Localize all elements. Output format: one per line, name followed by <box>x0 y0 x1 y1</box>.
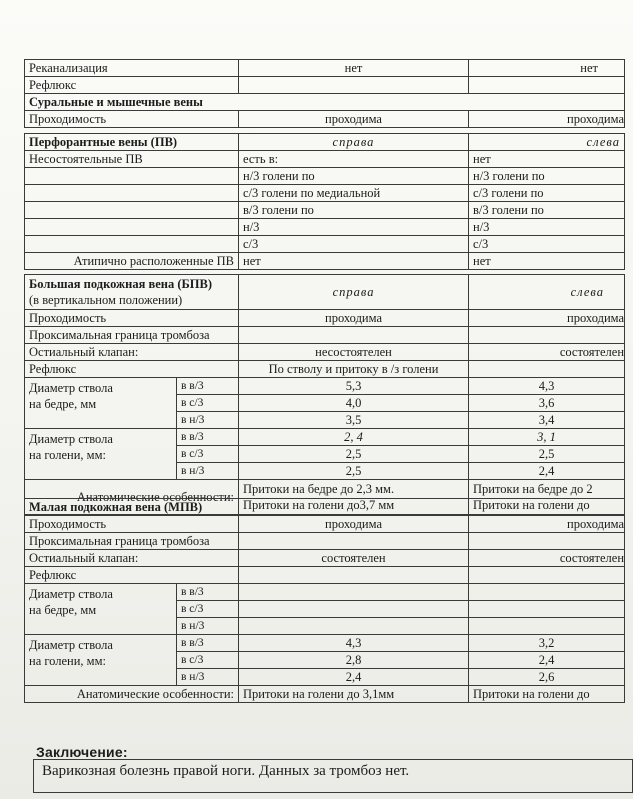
table-row <box>25 686 625 703</box>
level-label: в н/3 <box>177 618 239 635</box>
table-row <box>25 111 625 128</box>
table-row <box>25 310 625 327</box>
right-value: в/3 голени по <box>239 202 469 219</box>
left-value: 2,4 <box>469 652 625 669</box>
right-value <box>239 618 469 635</box>
row-label: Остиальный клапан: <box>25 344 239 361</box>
sural-title: Суральные и мышечные вены <box>25 94 625 111</box>
table-row <box>25 378 625 395</box>
right-value: 2,4 <box>239 669 469 686</box>
left-value: состоятелен <box>469 550 625 567</box>
level-label: в н/3 <box>177 463 239 480</box>
left-value: 2,4 <box>469 463 625 480</box>
section-subtitle: (в вертикальном положении) <box>29 293 183 307</box>
table-recanalization <box>24 59 625 128</box>
right-value: 2,5 <box>239 463 469 480</box>
right-value: проходима <box>239 310 469 327</box>
left-line-2: Притоки на голени до <box>473 498 590 512</box>
left-value <box>469 618 625 635</box>
conclusion-box <box>33 759 633 793</box>
section-title: Большая подкожная вена (БПВ) <box>29 277 212 291</box>
left-value: Притоки на голени до <box>469 686 625 703</box>
table-row <box>25 550 625 567</box>
diameter-thigh-label <box>25 584 177 635</box>
table-row <box>25 567 625 584</box>
right-value: 4,3 <box>239 635 469 652</box>
row-label: Проксимальная граница тромбоза <box>25 327 239 344</box>
row-label: Остиальный клапан: <box>25 550 239 567</box>
left-value: 2,6 <box>469 669 625 686</box>
left-value: проходима <box>469 111 625 128</box>
right-value <box>239 77 469 94</box>
left-value: 4,3 <box>469 378 625 395</box>
row-label: Анатомические особенности: <box>25 480 239 515</box>
left-value <box>469 567 625 584</box>
right-value: с/3 голени по медиальной <box>239 185 469 202</box>
left-value: проходима <box>469 310 625 327</box>
col-right-header: справа <box>239 275 469 310</box>
table-row <box>25 344 625 361</box>
left-value <box>469 584 625 601</box>
level-label: в н/3 <box>177 412 239 429</box>
left-value <box>469 327 625 344</box>
table-row <box>25 429 625 446</box>
diameter-shin-label <box>25 635 177 686</box>
table-row <box>25 219 625 236</box>
row-label: Проксимальная граница тромбоза <box>25 533 239 550</box>
table-row <box>25 185 625 202</box>
table-row <box>25 584 625 601</box>
right-value: проходима <box>239 111 469 128</box>
left-value: в/3 голени по <box>469 202 625 219</box>
left-value: нет <box>469 60 625 77</box>
level-label: в в/3 <box>177 378 239 395</box>
header-row <box>25 499 625 516</box>
level-label: в с/3 <box>177 395 239 412</box>
right-value: проходима <box>239 516 469 533</box>
table-row <box>25 361 625 378</box>
row-label: Проходимость <box>25 516 239 533</box>
table-row <box>25 60 625 77</box>
level-label: в с/3 <box>177 652 239 669</box>
left-value: нет <box>469 151 625 168</box>
table-row <box>25 253 625 270</box>
left-value: состоятелен <box>469 344 625 361</box>
right-value: есть в: <box>239 151 469 168</box>
table-gsv <box>24 274 625 515</box>
right-value: Притоки на голени до 3,1мм <box>239 686 469 703</box>
section-title-row <box>25 94 625 111</box>
col-left-header: слева <box>469 134 625 151</box>
right-value: 2,8 <box>239 652 469 669</box>
level-label: в с/3 <box>177 446 239 463</box>
level-label: в в/3 <box>177 635 239 652</box>
label-line-2: на бедре, мм <box>29 397 97 411</box>
right-value: нет <box>239 253 469 270</box>
level-label: в в/3 <box>177 584 239 601</box>
right-value: нет <box>239 60 469 77</box>
right-value: состоятелен <box>239 550 469 567</box>
row-label: Рефлюкс <box>25 361 239 378</box>
table-row <box>25 533 625 550</box>
left-value: с/3 голени по <box>469 185 625 202</box>
row-label: Проходимость <box>25 111 239 128</box>
left-line-1: Притоки на бедре до 2 <box>473 482 593 496</box>
left-value: нет <box>469 253 625 270</box>
level-label: в н/3 <box>177 669 239 686</box>
left-value: 3, 1 <box>469 429 625 446</box>
row-label: Реканализация <box>25 60 239 77</box>
section-title: Малая подкожная вена (МПВ) <box>25 499 239 516</box>
right-value <box>239 567 469 584</box>
label-line-2: на голени, мм: <box>29 654 106 668</box>
left-value: проходима <box>469 516 625 533</box>
left-value <box>469 77 625 94</box>
table-row <box>25 77 625 94</box>
label-line-2: на голени, мм: <box>29 448 106 462</box>
right-value: 3,5 <box>239 412 469 429</box>
header-row <box>25 134 625 151</box>
right-value <box>239 601 469 618</box>
right-value: н/3 голени по <box>239 168 469 185</box>
right-value: 4,0 <box>239 395 469 412</box>
right-value <box>239 533 469 550</box>
label-line-1: Диаметр ствола <box>29 432 113 446</box>
left-value: 3,2 <box>469 635 625 652</box>
right-value: 2, 4 <box>239 429 469 446</box>
table-ssv <box>24 498 625 703</box>
section-title-cell <box>25 275 239 310</box>
col-left-header: слева <box>469 275 625 310</box>
left-value <box>469 533 625 550</box>
table-row <box>25 151 625 168</box>
right-value: с/3 <box>239 236 469 253</box>
row-label: Несостоятельные ПВ <box>25 151 239 168</box>
table-perforators <box>24 133 625 270</box>
right-value <box>239 327 469 344</box>
conclusion-text: Варикозная болезнь правой ноги. Данных за тромбоз нет. <box>42 763 410 779</box>
left-value: 2,5 <box>469 446 625 463</box>
right-value <box>239 584 469 601</box>
diameter-thigh-label <box>25 378 177 429</box>
right-value: н/3 <box>239 219 469 236</box>
right-value: По стволу и притоку в /з голени <box>239 361 469 378</box>
left-value <box>469 361 625 378</box>
level-label: в в/3 <box>177 429 239 446</box>
table-row <box>25 516 625 533</box>
label-line-2: на бедре, мм <box>29 603 97 617</box>
header-row <box>25 275 625 310</box>
right-value: несостоятелен <box>239 344 469 361</box>
table-row <box>25 168 625 185</box>
diameter-shin-label <box>25 429 177 480</box>
label-line-1: Диаметр ствола <box>29 381 113 395</box>
row-label: Атипично расположенные ПВ <box>25 253 239 270</box>
left-value: н/3 голени по <box>469 168 625 185</box>
col-right-header: справа <box>239 134 469 151</box>
right-value: 2,5 <box>239 446 469 463</box>
row-label: Проходимость <box>25 310 239 327</box>
left-value: 3,6 <box>469 395 625 412</box>
row-label: Анатомические особенности: <box>25 686 239 703</box>
left-value <box>469 601 625 618</box>
conclusion-title: Заключение: <box>36 744 128 760</box>
left-value: 3,4 <box>469 412 625 429</box>
table-row <box>25 202 625 219</box>
table-row <box>25 236 625 253</box>
level-label: в с/3 <box>177 601 239 618</box>
section-title: Перфорантные вены (ПВ) <box>25 134 239 151</box>
left-value: н/3 <box>469 219 625 236</box>
left-value: с/3 <box>469 236 625 253</box>
table-row <box>25 635 625 652</box>
row-label: Рефлюкс <box>25 567 239 584</box>
row-label: Рефлюкс <box>25 77 239 94</box>
table-row <box>25 327 625 344</box>
right-line-2: Притоки на голени до3,7 мм <box>243 498 395 512</box>
label-line-1: Диаметр ствола <box>29 638 113 652</box>
right-line-1: Притоки на бедре до 2,3 мм. <box>243 482 395 496</box>
label-line-1: Диаметр ствола <box>29 587 113 601</box>
right-value: 5,3 <box>239 378 469 395</box>
